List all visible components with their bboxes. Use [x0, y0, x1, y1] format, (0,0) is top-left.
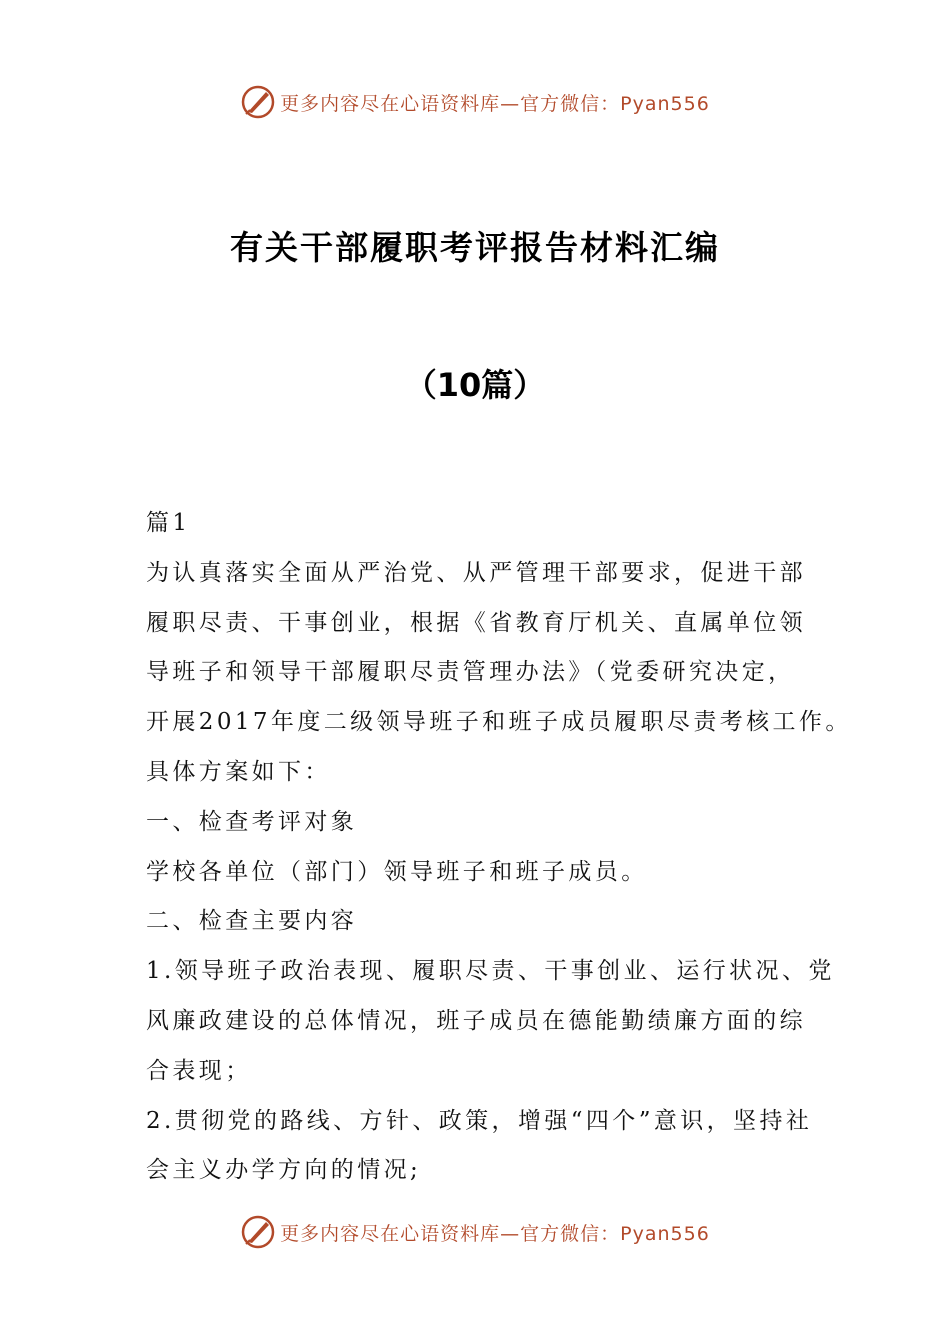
body-line: 会主义办学方向的情况;	[146, 1157, 422, 1184]
body-line: 学校各单位（部门）领导班子和班子成员。	[146, 858, 648, 885]
body-line: 二、检查主要内容	[146, 908, 358, 935]
document-title: 有关干部履职考评报告材料汇编	[230, 228, 720, 267]
body-line: 篇1	[146, 510, 191, 536]
document-body	[146, 499, 852, 1196]
quill-logo-icon	[240, 84, 276, 120]
body-line: 一、检查考评对象	[146, 808, 358, 835]
body-line: 2.贯彻党的路线、方针、政策，增强“四个”意识，坚持社	[146, 1107, 813, 1134]
body-line: 导班子和领导干部履职尽责管理办法》（党委研究决定，	[146, 659, 795, 686]
quill-logo-icon	[240, 1214, 276, 1250]
body-line: 1.领导班子政治表现、履职尽责、干事创业、运行状况、党	[146, 958, 835, 985]
header-watermark	[0, 82, 950, 122]
body-line: 开展2017年度二级领导班子和班子成员履职尽责考核工作。	[146, 709, 852, 736]
body-line: 风廉政建设的总体情况，班子成员在德能勤绩廉方面的综	[146, 1007, 806, 1034]
document-subtitle: （10篇）	[404, 366, 546, 404]
body-line: 为认真落实全面从严治党、从严管理干部要求，促进干部	[146, 559, 806, 586]
body-line: 具体方案如下：	[146, 758, 331, 785]
footer-watermark	[0, 1212, 950, 1252]
body-line: 履职尽责、干事创业，根据《省教育厅机关、直属单位领	[146, 609, 806, 636]
watermark-text: 更多内容尽在心语资料库—官方微信：Pyan556	[280, 1222, 710, 1245]
body-line: 合表现；	[146, 1057, 252, 1084]
watermark-text: 更多内容尽在心语资料库—官方微信：Pyan556	[280, 92, 710, 115]
